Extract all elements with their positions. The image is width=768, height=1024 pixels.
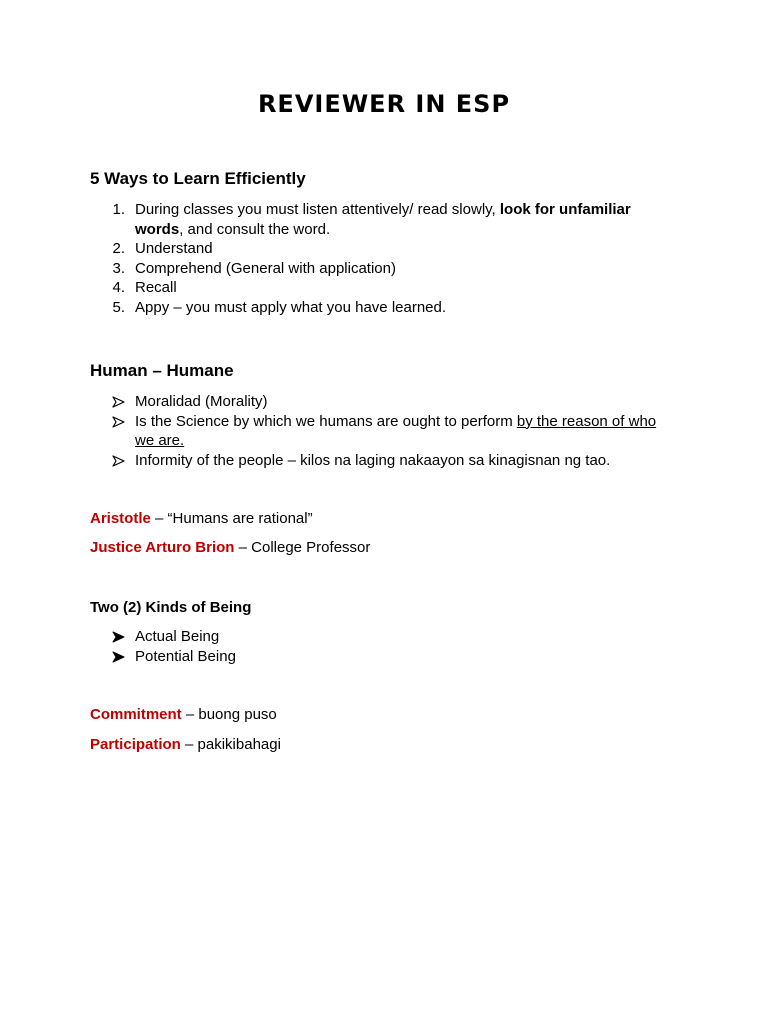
list-item-text-end: , and consult the word. <box>179 220 331 238</box>
definition-term: Aristotle <box>90 510 151 527</box>
list-item-text: Understand <box>135 240 213 257</box>
section-heading-human-humane: Human – Humane <box>90 361 234 380</box>
bullet-list-being <box>90 627 670 666</box>
definition-term: Commitment <box>90 706 182 723</box>
definition-text: – pakikibahagi <box>180 736 281 753</box>
definition-term: Participation <box>90 736 181 753</box>
list-number: 4. <box>112 279 125 296</box>
definition-aristotle <box>90 510 313 527</box>
definition-arturo-brion <box>90 539 370 556</box>
list-item-text: Potential Being <box>135 647 236 665</box>
list-item-text: During classes you must listen attentively/ read slowly, <box>135 201 500 218</box>
list-item <box>90 627 670 647</box>
list-number: 2. <box>112 240 125 257</box>
definition-text: – College Professor <box>234 539 371 556</box>
list-item <box>90 278 670 298</box>
list-item-text: Comprehend (General with application) <box>135 259 396 277</box>
list-item <box>90 239 670 259</box>
definition-text: – “Humans are rational” <box>150 510 313 527</box>
list-item <box>90 298 670 318</box>
list-item-text: Is the Science by which we humans are ought to perform <box>135 412 517 430</box>
list-item-text: Appy – you must apply what you have learned. <box>135 298 447 316</box>
list-item <box>90 647 670 667</box>
section-heading-learn-efficiently: 5 Ways to Learn Efficiently <box>90 169 306 188</box>
document-title: REVIEWER IN ESP <box>257 90 511 118</box>
definition-participation <box>90 736 281 753</box>
list-item <box>90 412 670 451</box>
arrow-bullet-icon <box>112 396 126 408</box>
list-item <box>90 259 670 279</box>
list-item-underlined-text: by the reason of who we are. <box>135 412 657 449</box>
list-item <box>90 451 670 471</box>
arrow-bullet-icon <box>112 651 126 663</box>
definition-term: Justice Arturo Brion <box>90 539 235 556</box>
list-number: 5. <box>112 298 125 316</box>
list-item-text: Recall <box>135 279 177 296</box>
bullet-list-human <box>90 392 670 470</box>
arrow-bullet-icon <box>112 631 126 643</box>
arrow-bullet-icon <box>112 455 126 467</box>
list-item <box>90 200 670 239</box>
list-number: 3. <box>112 259 125 277</box>
list-number: 1. <box>112 201 125 218</box>
definition-text: – buong puso <box>181 706 277 723</box>
list-item-bold-text: look for unfamiliar words <box>135 201 631 238</box>
list-item-text: Moralidad (Morality) <box>135 393 268 410</box>
list-item-text: Actual Being <box>135 628 220 645</box>
list-item <box>90 392 670 412</box>
numbered-list-learn <box>90 200 670 317</box>
arrow-bullet-icon <box>112 416 126 428</box>
definition-commitment <box>90 706 277 723</box>
list-item-text: Informity of the people – kilos na laging nakaayon sa kinagisnan ng tao. <box>135 451 611 469</box>
section-heading-kinds-of-being: Two (2) Kinds of Being <box>90 599 252 616</box>
